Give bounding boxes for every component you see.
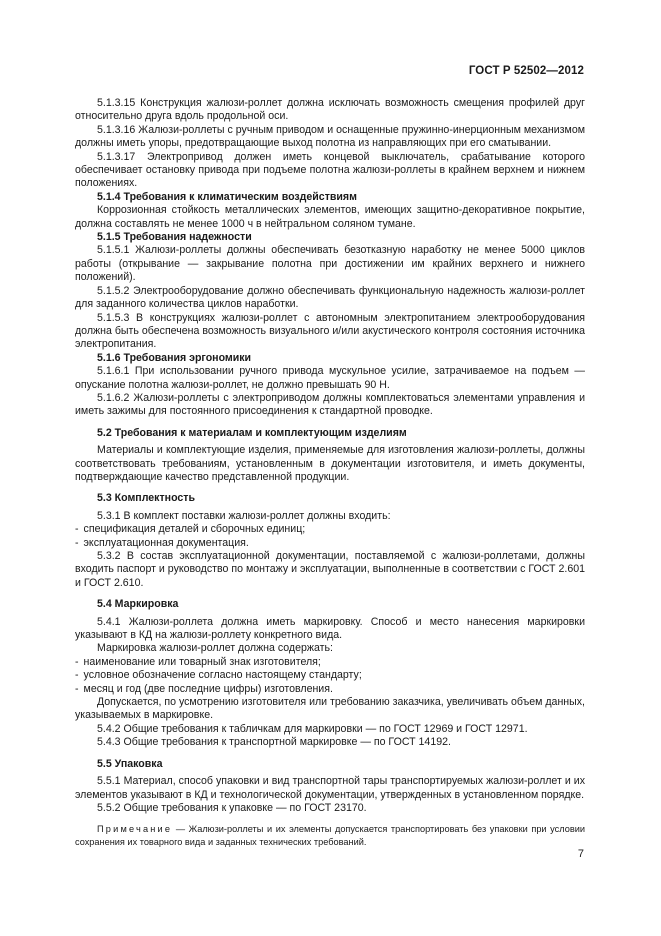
clause-5-3-2: 5.3.2 В состав эксплуатационной документации, поставляемой с жалюзи-роллетами, должны входить паспорт и руководство по монтажу и эксплуатации, выполненные в соответствии с ГОСТ 2.601 и ГОСТ 2.610. [75, 550, 585, 589]
heading-5-1-6: 5.1.6 Требования эргономики [97, 351, 252, 364]
clause-5-4-3: 5.4.3 Общие требования к транспортной маркировке — по ГОСТ 14192. [97, 736, 451, 749]
materials-text: Материалы и комплектующие изделия, применяемые для изготовления жалюзи-роллеты, должны соответствовать требованиям, установленным в документации изготовителя, и иметь документы, подтверждающие качество представленной продукции. [75, 444, 585, 483]
marking-content-intro: Маркировка жалюзи-роллет должна содержать: [97, 642, 333, 655]
clause-5-1-5-1: 5.1.5.1 Жалюзи-роллеты должны обеспечивать безотказную наработку не менее 5000 циклов работы (открывание — закрывание полотна при достижении им крайних верхнего и нижнего положений). [75, 244, 585, 284]
heading-5-2: 5.2 Требования к материалам и комплектующим изделиям [97, 426, 407, 439]
marking-additional-text: Допускается, по усмотрению изготовителя или требованию заказчика, увеличивать объем данных, указываемых в маркировке. [75, 696, 585, 722]
note-label: Примечание [97, 824, 173, 835]
clause-5-5-1: 5.5.1 Материал, способ упаковки и вид транспортной тары транспортируемых жалюзи-роллет и их элементов указывают в КД и технологической документации, утвержденных в установленном порядке. [75, 775, 585, 801]
clause-5-1-3-17: 5.1.3.17 Электропривод должен иметь концевой выключатель, срабатывание которого обеспечивает остановку привода при подъеме полотна жалюзи-роллеты в крайнем верхнем и нижнем положениях. [75, 150, 585, 190]
heading-5-3: 5.3 Комплектность [97, 492, 195, 505]
note-text: — Жалюзи-роллеты и их элементы допускается транспортировать без упаковки при условии сохранения их товарного вида и заданных технических требований. [75, 824, 585, 847]
clause-5-4-2: 5.4.2 Общие требования к табличкам для маркировки — по ГОСТ 12969 и ГОСТ 12971. [97, 722, 528, 735]
clause-5-1-3-15: 5.1.3.15 Конструкция жалюзи-роллет должна исключать возможность смещения профилей друг относительно друга вдоль продольной оси. [75, 97, 585, 123]
note [75, 823, 585, 848]
clause-5-1-6-1: 5.1.6.1 При использовании ручного привода мускульное усилие, затрачиваемое на подъем — опускание полотна жалюзи-роллет, не должно превышать 90 Н. [75, 365, 585, 391]
heading-5-4: 5.4 Маркировка [97, 598, 179, 611]
clause-5-1-5-2: 5.1.5.2 Электрооборудование должно обеспечивать функциональную надежность жалюзи-роллет для заданного количества циклов наработки. [75, 284, 585, 311]
clause-5-5-2: 5.5.2 Общие требования к упаковке — по ГОСТ 23170. [97, 801, 367, 814]
climate-requirements-text: Коррозионная стойкость металлических элементов, имеющих защитно-декоративное покрытие, должна составлять не менее 1000 ч в нейтральном соляном тумане. [75, 204, 585, 230]
clause-5-1-5-3: 5.1.5.3 В конструкциях жалюзи-роллет с автономным электропитанием электрооборудования должна быть обеспечена возможность визуального и/или акустического контроля состояния источника электропитания. [75, 311, 585, 351]
clause-5-3-1: 5.3.1 В комплект поставки жалюзи-роллет должны входить: [97, 509, 391, 522]
list-item: - месяц и год (две последние цифры) изготовления. [75, 682, 333, 695]
standard-designation: ГОСТ Р 52502—2012 [468, 65, 584, 77]
clause-5-1-6-2: 5.1.6.2 Жалюзи-роллеты с электроприводом должны комплектоваться элементами управления и иметь зажимы для постоянного присоединения к стандартной проводке. [75, 391, 585, 418]
clause-5-1-3-16: 5.1.3.16 Жалюзи-роллеты с ручным приводом и оснащенные пружинно-инерционным механизмом должны иметь упоры, предотвращающие выход полотна из направляющих при его сматывании. [75, 123, 585, 150]
list-item: - наименование или товарный знак изготовителя; [75, 655, 321, 668]
heading-5-5: 5.5 Упаковка [97, 757, 163, 770]
list-item: - спецификация деталей и сборочных единиц; [75, 523, 306, 536]
list-item: - условное обозначение согласно настоящему стандарту; [75, 669, 362, 682]
page-number: 7 [577, 848, 584, 860]
clause-5-4-1: 5.4.1 Жалюзи-роллета должна иметь маркировку. Способ и место нанесения маркировки указывают в КД на жалюзи-роллету конкретного вида. [75, 615, 585, 642]
heading-5-1-5: 5.1.5 Требования надежности [97, 231, 252, 244]
document-body [75, 97, 585, 857]
heading-5-1-4: 5.1.4 Требования к климатическим воздействиям [97, 190, 357, 203]
list-item: - эксплуатационная документация. [75, 536, 249, 549]
